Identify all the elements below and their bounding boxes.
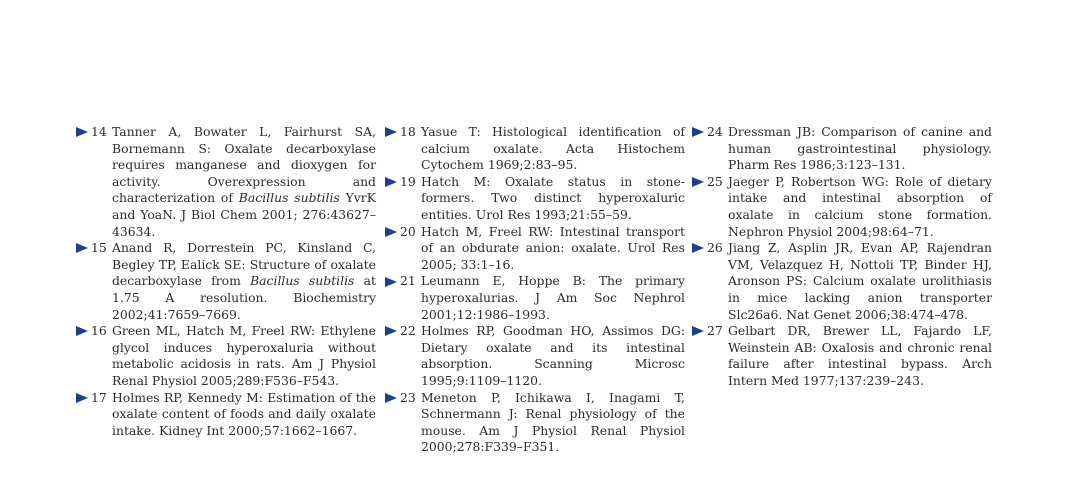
reference-number: 19 (400, 173, 416, 189)
reference-text: Leumann E, Hoppe B: The primary hyperoxalurias. J Am Soc Nephrol 2001;12:1986–1993. (421, 273, 685, 322)
arrow-right-icon (76, 326, 88, 336)
reference-number: 25 (707, 173, 723, 189)
arrow-right-icon (385, 277, 397, 287)
reference-item (385, 174, 685, 224)
reference-item (385, 323, 685, 389)
reference-text: Anand R, Dorrestein PC, Kinsland C, Begley TP, Ealick SE: Structure of oxalate decarboxylase from Bacillus subtilis at 1.75 A resolution. Biochemistry 2002;41:7659–7669. (112, 240, 376, 322)
reference-column-1 (76, 124, 376, 439)
reference-item (385, 124, 685, 174)
reference-number: 15 (91, 240, 107, 256)
reference-column-2 (385, 124, 685, 456)
reference-number: 18 (400, 124, 416, 139)
reference-marker (76, 124, 88, 141)
arrow-right-icon (385, 227, 397, 237)
arrow-right-icon (692, 326, 704, 336)
reference-text: Hatch M, Freel RW: Intestinal transport of an obdurate anion: oxalate. Urol Res 2005; 33:1–16. (421, 223, 685, 272)
arrow-right-icon (76, 393, 88, 403)
reference-marker (76, 240, 88, 257)
arrow-right-icon (692, 177, 704, 187)
reference-marker (385, 174, 397, 191)
reference-number: 27 (707, 323, 723, 339)
reference-item (692, 124, 992, 174)
reference-marker (692, 174, 704, 191)
reference-item (76, 323, 376, 389)
reference-text: Tanner A, Bowater L, Fairhurst SA, Bornemann S: Oxalate decarboxylase requires manganese and dioxygen for activity. Overexpression and characterization of Bacillus subtilis YvrK and YoaN. J Biol Chem 2001; 276:43627–43634. (112, 124, 376, 239)
arrow-right-icon (76, 243, 88, 253)
reference-marker (385, 224, 397, 241)
reference-item (76, 124, 376, 240)
reference-number: 26 (707, 240, 723, 256)
reference-text: Hatch M: Oxalate status in stone-formers. Two distinct hyperoxaluric entities. Urol Res 1993;21:55–59. (421, 173, 685, 222)
reference-marker (385, 273, 397, 290)
reference-item (385, 273, 685, 323)
reference-text: Green ML, Hatch M, Freel RW: Ethylene glycol induces hyperoxaluria without metabolic acidosis in rats. Am J Physiol Renal Physiol 2005;289:F536–F543. (112, 323, 376, 388)
arrow-right-icon (385, 393, 397, 403)
reference-marker (692, 240, 704, 257)
reference-item (76, 240, 376, 323)
reference-column-3 (692, 124, 992, 390)
reference-text: Holmes RP, Goodman HO, Assimos DG: Dietary oxalate and its intestinal absorption. Scanning Microsc 1995;9:1109–1120. (421, 323, 685, 388)
arrow-right-icon (692, 243, 704, 253)
reference-number: 23 (400, 389, 416, 405)
reference-marker (385, 323, 397, 340)
reference-item (76, 390, 376, 440)
reference-marker (76, 323, 88, 340)
reference-text: Dressman JB: Comparison of canine and human gastrointestinal physiology. Pharm Res 1986;3:123–131. (728, 124, 992, 173)
reference-marker (385, 390, 397, 407)
reference-item (385, 224, 685, 274)
reference-marker (692, 323, 704, 340)
reference-number: 21 (400, 273, 416, 289)
reference-text: Yasue T: Histological identification of calcium oxalate. Acta Histochem Cytochem 1969;2:83–95. (421, 124, 685, 173)
reference-item (692, 240, 992, 323)
reference-marker (692, 124, 704, 141)
arrow-right-icon (76, 127, 88, 137)
reference-number: 17 (91, 389, 107, 405)
reference-item (385, 390, 685, 456)
reference-marker (76, 390, 88, 407)
reference-number: 16 (91, 323, 107, 339)
reference-text: Holmes RP, Kennedy M: Estimation of the oxalate content of foods and daily oxalate intake. Kidney Int 2000;57:1662–1667. (112, 389, 376, 438)
arrow-right-icon (385, 326, 397, 336)
reference-number: 20 (400, 223, 416, 239)
reference-number: 24 (707, 124, 723, 139)
reference-number: 22 (400, 323, 416, 339)
arrow-right-icon (385, 127, 397, 137)
reference-text: Meneton P, Ichikawa I, Inagami T, Schnermann J: Renal physiology of the mouse. Am J Physiol Renal Physiol 2000;278:F339–F351. (421, 389, 685, 455)
arrow-right-icon (385, 177, 397, 187)
arrow-right-icon (692, 127, 704, 137)
reference-text: Jiang Z, Asplin JR, Evan AP, Rajendran VM, Velazquez H, Nottoli TP, Binder HJ, Aronson PS: Calcium oxalate urolithiasis in mice lacking anion transporter Slc26a6. Nat Genet 2006;38:474–478. (728, 240, 992, 322)
reference-text: Jaeger P, Robertson WG: Role of dietary intake and intestinal absorption of oxalate in calcium stone formation. Nephron Physiol 2004;98:64–71. (728, 173, 992, 239)
reference-item (692, 323, 992, 389)
reference-item (692, 174, 992, 240)
reference-text: Gelbart DR, Brewer LL, Fajardo LF, Weinstein AB: Oxalosis and chronic renal failure after intestinal bypass. Arch Intern Med 1977;137:239–243. (728, 323, 992, 388)
reference-number: 14 (91, 124, 107, 139)
reference-marker (385, 124, 397, 141)
